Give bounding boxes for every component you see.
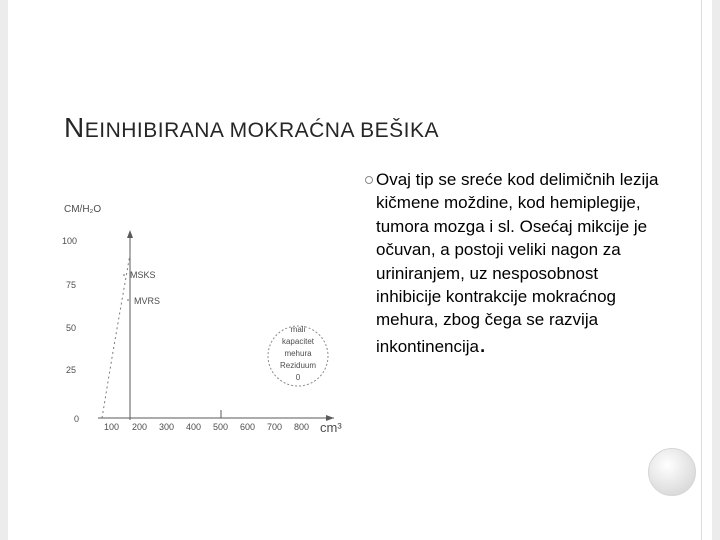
slide-title xyxy=(64,112,664,144)
title-initial: N xyxy=(64,112,85,143)
note-line-5: 0 xyxy=(295,373,301,382)
bullet-main-text: Ovaj tip se sreće kod delimičnih lezija kičmene moždine, kod hemiplegije, tumora mozga i sl. Osećaj mikcije je očuvan, a postoji veliki nagon za uriniranjem, uz nesposobnost inhibicije kontrakcije mokraćnog mehura, zbog čega se razvija inkontinencija xyxy=(376,170,659,356)
x-tick-label-100: 100 xyxy=(104,422,120,432)
x-tick-label-700: 700 xyxy=(267,422,283,432)
chart-y-label: CM/H₂O xyxy=(64,204,102,215)
note-line-1: mali xyxy=(290,325,306,334)
mvrs-marker xyxy=(127,299,129,301)
chart-x-label: cm³ xyxy=(320,420,342,435)
x-tick-label-500: 500 xyxy=(213,422,229,432)
decorative-circle xyxy=(648,448,696,496)
y-axis-arrow xyxy=(127,230,133,238)
slide xyxy=(8,0,712,540)
annotation-msks: MSKS xyxy=(130,270,156,280)
bullet-circle-icon xyxy=(365,176,373,184)
bullet-end-period: . xyxy=(479,327,487,358)
bullet-text xyxy=(376,168,666,358)
slide-edge-divider xyxy=(701,0,702,540)
y-tick-label-50: 50 xyxy=(66,323,77,333)
x-tick-label-600: 600 xyxy=(240,422,256,432)
x-tick-label-300: 300 xyxy=(159,422,175,432)
y-tick-label-75: 75 xyxy=(66,280,77,290)
y-tick-label-0: 0 xyxy=(74,414,80,424)
note-line-3: mehura xyxy=(284,349,312,358)
note-line-2: kapacitet xyxy=(281,337,315,346)
msks-marker xyxy=(123,274,125,276)
x-tick-label-400: 400 xyxy=(186,422,202,432)
y-tick-label-100: 100 xyxy=(62,236,78,246)
pressure-volume-line xyxy=(102,254,130,418)
annotation-mvrs: MVRS xyxy=(134,296,161,306)
title-rest: EINHIBIRANA MOKRAĆNA BEŠIKA xyxy=(84,119,439,142)
x-tick-label-800: 800 xyxy=(294,422,310,432)
urodynamic-chart xyxy=(58,196,358,436)
y-tick-label-25: 25 xyxy=(66,365,77,375)
x-tick-label-200: 200 xyxy=(132,422,148,432)
note-line-4: Reziduum xyxy=(279,361,317,370)
